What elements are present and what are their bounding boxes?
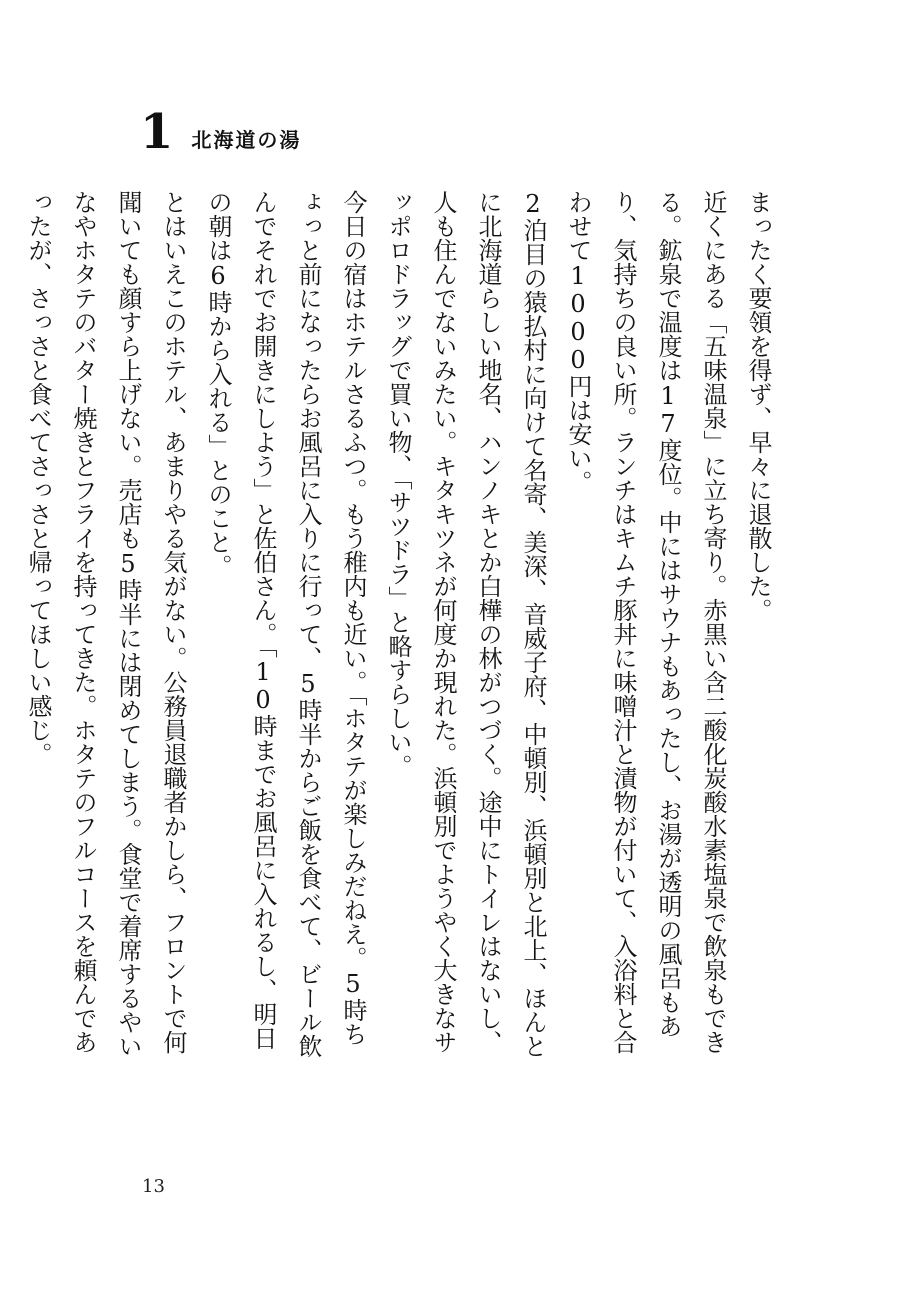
page-number: 13 xyxy=(142,1176,165,1197)
chapter-title: 北海道の湯 xyxy=(191,128,302,152)
paragraph: まったく要領を得ず、早々に退散した。 xyxy=(744,190,772,622)
body-text xyxy=(24,190,780,1060)
paragraph: とはいえこのホテル、あまりやる気がない。公務員退職者かしら、フロントで何聞いても顔すら上げない。売店も5時半には閉めてしまう。食堂で着席するやいなやホタテのバター焼きとフライを持ってきた。ホタテのフルコースを頼んであったが、さっさと食べてさっさと帰ってほしい感じ。 xyxy=(24,190,187,1058)
paragraph: 2泊目の猿払村に向けて名寄、美深、音威子府、中頓別、浜頓別と北上、ほんとに北海道らしい地名、ハンノキとか白樺の林がつづく。途中にトイレはないし、人も住んでないみたい。キタキツネが何度か現れた。浜頓別でようやく大きなサッポロドラッグで買い物、「サツドラ」と略すらしい。 xyxy=(384,190,547,1058)
chapter-number: 1 xyxy=(140,104,174,160)
paragraph: 今日の宿はホテルさるふつ。もう稚内も近い。「ホタテが楽しみだねえ。5時ちょっと前になったらお風呂に入りに行って、5時半からご飯を食べて、ビール飲んでそれでお開きにしよう」と佐伯さん。「10時までお風呂に入れるし、明日の朝は6時から入れる」とのこと。 xyxy=(204,190,367,1058)
chapter-header xyxy=(140,104,302,160)
paragraph: 近くにある「五味温泉」に立ち寄り。赤黒い含二酸化炭酸水素塩泉で飲泉もできる。鉱泉で温度は17度位。中にはサウナもあったし、お湯が透明の風呂もあり、気持ちの良い所。ランチはキムチ豚丼に味噌汁と漬物が付いて、入浴料と合わせて1000円は安い。 xyxy=(564,190,727,1054)
